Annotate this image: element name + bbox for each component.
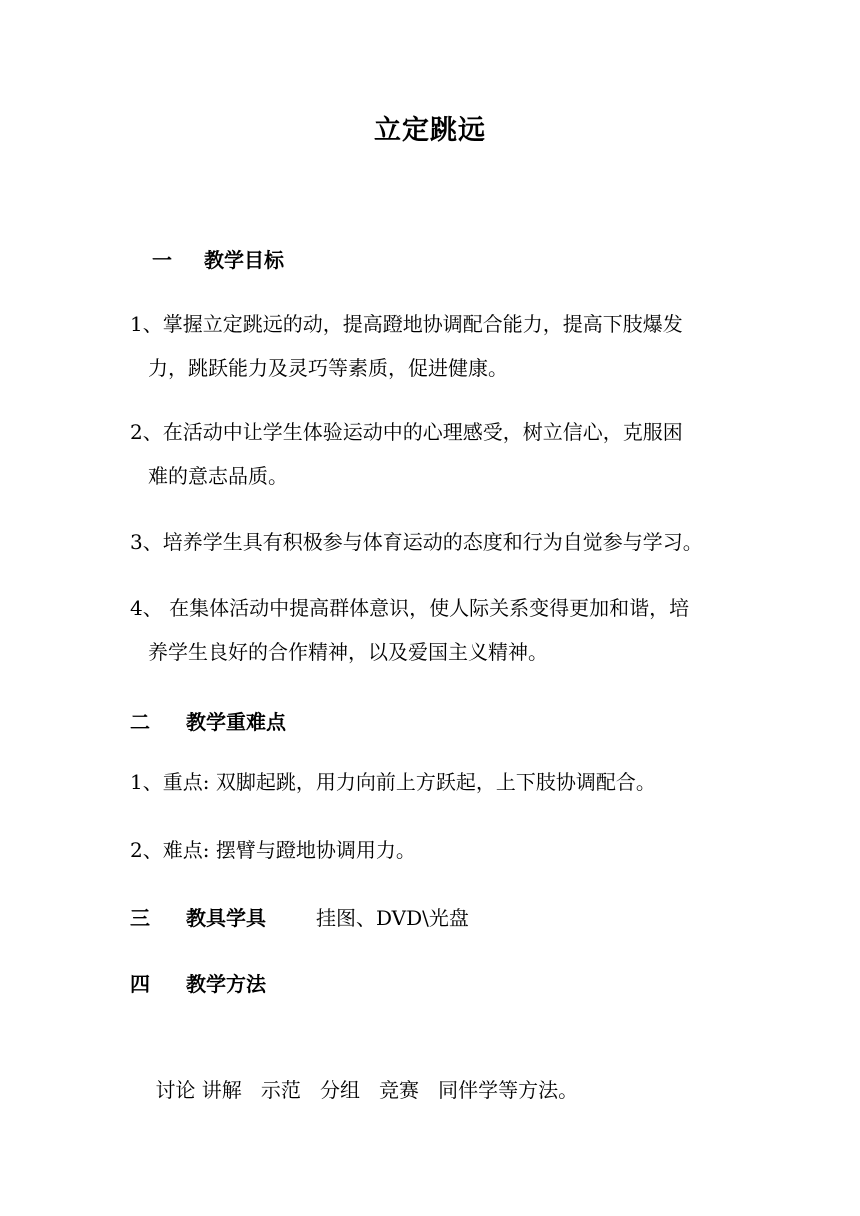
section-title: 教学方法	[186, 972, 266, 996]
objective-item-4-line2: 养学生良好的合作精神，以及爱国主义精神。	[148, 640, 548, 664]
section-number: 四	[130, 972, 150, 996]
objective-item-2-line2: 难的意志品质。	[148, 464, 288, 488]
objective-item-1-line1: 1、掌握立定跳远的动，提高蹬地协调配合能力，提高下肢爆发	[130, 312, 683, 336]
key-point-item-2-text: 2、难点: 摆臂与蹬地协调用力。	[130, 838, 416, 862]
section-title: 教具学具	[186, 906, 266, 930]
section-heading-key-points	[130, 706, 286, 735]
objective-item-1	[130, 302, 740, 390]
section-number: 二	[130, 710, 150, 734]
section-number: 一	[152, 248, 172, 272]
objective-item-1-line2: 力，跳跃能力及灵巧等素质，促进健康。	[148, 356, 508, 380]
key-point-item-2	[130, 828, 740, 872]
objective-item-2	[130, 410, 740, 498]
objective-item-3-line1: 3、培养学生具有积极参与体育运动的态度和行为自觉参与学习。	[130, 530, 703, 554]
document-title: 立定跳远	[374, 115, 486, 146]
section-heading-teaching-aids	[130, 902, 266, 931]
objective-item-2-line1: 2、在活动中让学生体验运动中的心理感受，树立信心，克服困	[130, 420, 683, 444]
section-number: 三	[130, 906, 150, 930]
section-heading-teaching-methods	[130, 968, 266, 997]
section-heading-objectives	[152, 244, 284, 273]
objective-item-4-line1: 4、 在集体活动中提高群体意识，使人际关系变得更加和谐，培	[130, 596, 690, 620]
objective-item-4	[130, 586, 740, 674]
objective-item-3	[130, 520, 740, 564]
key-point-item-1-text: 1、重点: 双脚起跳，用力向前上方跃起，上下肢协调配合。	[130, 770, 656, 794]
teaching-methods-text: 讨论 讲解 示范 分组 竞赛 同伴学等方法。	[155, 1078, 579, 1102]
section-title: 教学目标	[204, 248, 284, 272]
teaching-aids-value: 挂图、DVD\光盘	[316, 906, 469, 930]
key-point-item-1	[130, 760, 740, 804]
section-title: 教学重难点	[186, 710, 286, 734]
teaching-methods-content	[130, 1024, 740, 1156]
